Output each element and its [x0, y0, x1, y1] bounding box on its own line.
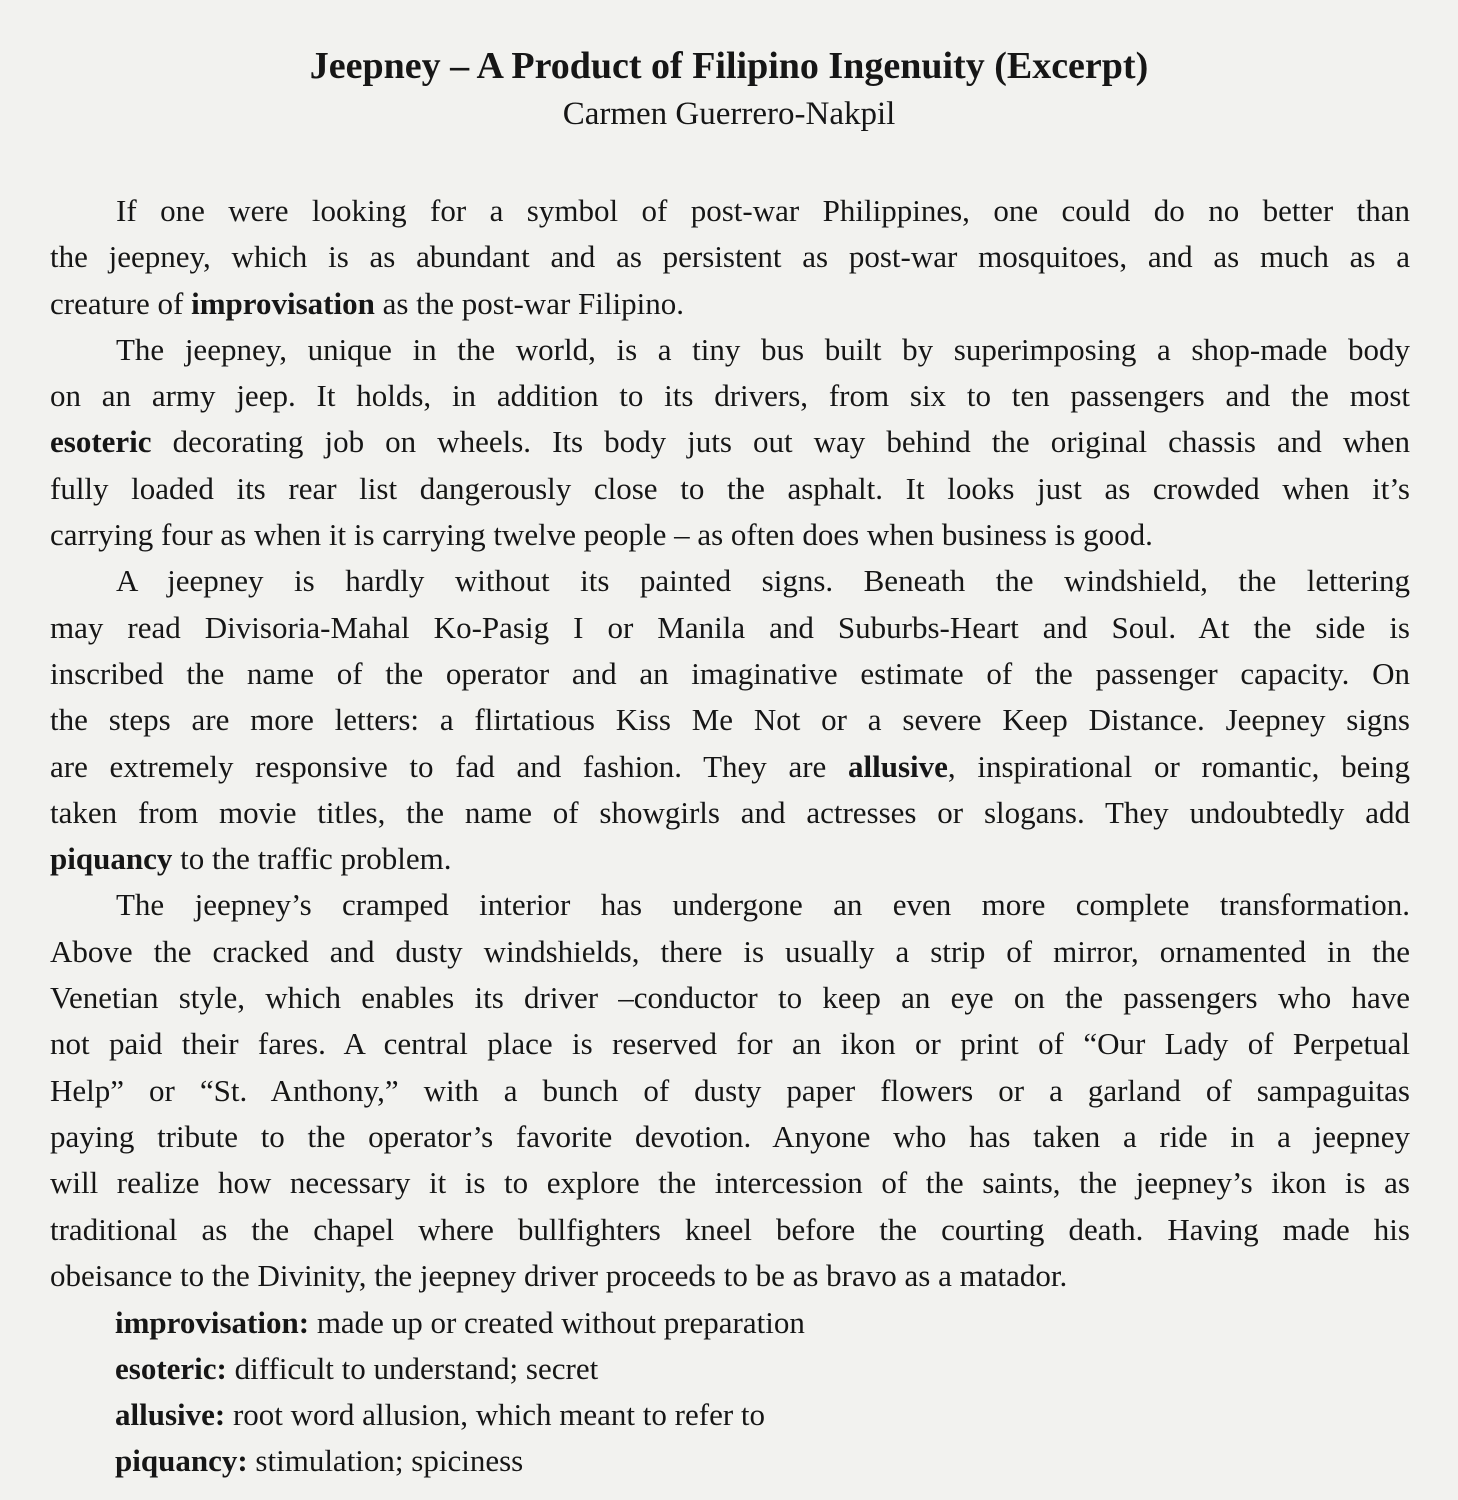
glossary: [115, 1300, 805, 1484]
paragraph-line: [50, 327, 1410, 373]
text-segment: If one were looking for a symbol of post-war Philippines, one could do no better than: [116, 193, 1410, 228]
paragraph-line: [50, 744, 1410, 790]
vocabulary-word: esoteric: [50, 424, 152, 460]
paragraph-line: [50, 1253, 1410, 1299]
text-segment: on an army jeep. It holds, in addition to its drivers, from six to ten passengers and the most: [50, 378, 1410, 414]
vocabulary-word: improvisation: [191, 285, 375, 321]
text-segment: A jeepney is hardly without its painted signs. Beneath the windshield, the lettering: [116, 563, 1410, 599]
vocabulary-word: piquancy: [50, 841, 173, 877]
document-title: Jeepney – A Product of Filipino Ingenuity (Excerpt): [309, 45, 1149, 87]
paragraph-line: [50, 882, 1410, 928]
paragraph-line: [50, 836, 1410, 882]
glossary-term: esoteric:: [115, 1351, 227, 1386]
glossary-entry: [115, 1300, 805, 1346]
paragraph-line: [50, 234, 1410, 280]
paragraph-line: [50, 605, 1410, 651]
text-segment: Help” or “St. Anthony,” with a bunch of dusty paper flowers or a garland of sampaguitas: [50, 1072, 1410, 1108]
glossary-definition: made up or created without preparation: [309, 1305, 805, 1340]
glossary-entry: [115, 1392, 805, 1438]
glossary-definition: difficult to understand; secret: [226, 1351, 599, 1386]
paragraph-line: [50, 373, 1410, 419]
text-segment: traditional as the chapel where bullfighters kneel before the courting death. Having made his: [50, 1211, 1410, 1247]
paragraph-line: [50, 929, 1410, 975]
text-segment: carrying four as when it is carrying twelve people – as often does when business is good.: [50, 517, 1153, 553]
text-segment: Venetian style, which enables its driver –conductor to keep an eye on the passengers who have: [50, 980, 1410, 1016]
article-body: [50, 188, 1410, 1299]
glossary-definition: root word allusion, which meant to refer to: [225, 1397, 766, 1432]
paragraph-line: [50, 1207, 1410, 1253]
paragraph-line: [50, 1068, 1410, 1114]
text-segment: , inspirational or romantic, being: [947, 748, 1410, 784]
text-segment: paying tribute to the operator’s favorite devotion. Anyone who has taken a ride in a jeepney: [50, 1118, 1410, 1154]
paragraph-line: [50, 697, 1410, 743]
glossary-entry: [115, 1438, 805, 1484]
paragraph-line: [50, 188, 1410, 234]
text-segment: Above the cracked and dusty windshields, there is usually a strip of mirror, ornamented in the: [50, 933, 1410, 969]
text-segment: the steps are more letters: a flirtatious Kiss Me Not or a severe Keep Distance. Jeepney signs: [50, 702, 1410, 738]
text-segment: The jeepney, unique in the world, is a tiny bus built by superimposing a shop-made body: [116, 331, 1410, 367]
paragraph-line: [50, 558, 1410, 604]
text-segment: inscribed the name of the operator and an imaginative estimate of the passenger capacity. On: [50, 655, 1410, 691]
paragraph-line: [50, 466, 1410, 512]
author-name: Carmen Guerrero-Nakpil: [562, 96, 896, 132]
text-segment: may read Divisoria-Mahal Ko-Pasig I or Manila and Suburbs-Heart and Soul. At the side is: [50, 609, 1410, 645]
paragraph-line: [50, 790, 1410, 836]
paragraph-line: [50, 281, 1410, 327]
paragraph-line: [50, 512, 1410, 558]
vocabulary-word: allusive: [847, 748, 948, 784]
glossary-term: allusive:: [115, 1397, 226, 1432]
paragraph-line: [50, 1160, 1410, 1206]
text-segment: are extremely responsive to fad and fashion. They are: [50, 748, 848, 784]
glossary-term: piquancy:: [115, 1443, 248, 1478]
glossary-entry: [115, 1346, 805, 1392]
paragraph-line: [50, 651, 1410, 697]
text-segment: not paid their fares. A central place is reserved for an ikon or print of “Our Lady of Perpetual: [50, 1026, 1410, 1062]
text-segment: to the traffic problem.: [172, 841, 452, 877]
text-segment: as the post-war Filipino.: [374, 285, 684, 321]
text-segment: decorating job on wheels. Its body juts out way behind the original chassis and when: [151, 424, 1410, 460]
glossary-definition: stimulation; spiciness: [247, 1443, 524, 1478]
text-segment: the jeepney, which is as abundant and as persistent as post-war mosquitoes, and as much as a: [50, 239, 1410, 275]
text-segment: creature of: [50, 285, 192, 321]
text-segment: taken from movie titles, the name of showgirls and actresses or slogans. They undoubtedly add: [50, 794, 1410, 830]
paragraph-line: [50, 419, 1410, 465]
text-segment: obeisance to the Divinity, the jeepney driver proceeds to be as bravo as a matador.: [50, 1257, 1068, 1293]
paragraph-line: [50, 1021, 1410, 1067]
paragraph-line: [50, 1114, 1410, 1160]
glossary-term: improvisation:: [115, 1305, 310, 1340]
text-segment: The jeepney’s cramped interior has undergone an even more complete transformation.: [116, 887, 1410, 923]
text-segment: will realize how necessary it is to explore the intercession of the saints, the jeepney’s ikon is as: [50, 1165, 1410, 1201]
paragraph-line: [50, 975, 1410, 1021]
text-segment: fully loaded its rear list dangerously close to the asphalt. It looks just as crowded when it’s: [50, 470, 1410, 506]
